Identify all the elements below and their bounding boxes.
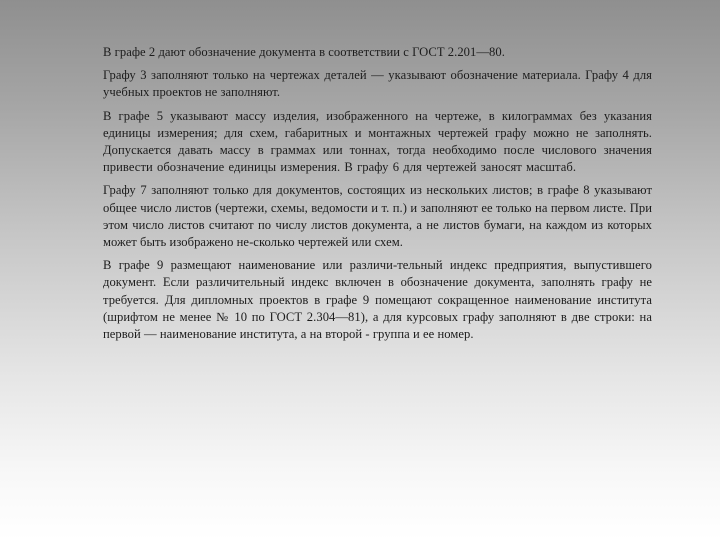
paragraph-graph-7-8: Графу 7 заполняют только для документов, состоящих из нескольких листов; в графе 8 указывают общее число листов (чертежи, схемы, ведомости и т. п.) и заполняют ее только на первом листе. При этом число листов считают по числу листов документа, а не листов бумаги, на каждом из которых может быть изображено не-сколько чертежей или схем. (103, 183, 652, 250)
paragraph-graph-3-4: Графу 3 заполняют только на чертежах деталей — указывают обозначение материала. Графу 4 для учебных проектов не заполняют. (103, 68, 652, 100)
paragraph-graph-9: В графе 9 размещают наименование или различи-тельный индекс предприятия, выпустившего документ. Если различительный индекс включен в обозначение документа, заполнять графу не требуется. Для дипломных проектов в графе 9 помещают сокращенное наименование института (шрифтом не менее № 10 по ГОСТ 2.304—81), а для курсовых графу заполняют в две строки: на первой — наименование института, а на второй - группа и ее номер. (103, 258, 652, 342)
text-block (103, 44, 652, 349)
paragraph-graph-2: В графе 2 дают обозначение документа в соответствии с ГОСТ 2.201—80. (103, 45, 505, 59)
paragraph-graph-5-6: В графе 5 указывают массу изделия, изображенного на чертеже, в килограммах без указания единицы измерения; для схем, габаритных и монтажных чертежей графу можно не заполнять. Допускается давать массу в граммах или тоннах, тогда необходимо после числового значения привести обозначение единицы измерения. В графу 6 для чертежей заносят масштаб. (103, 108, 652, 175)
